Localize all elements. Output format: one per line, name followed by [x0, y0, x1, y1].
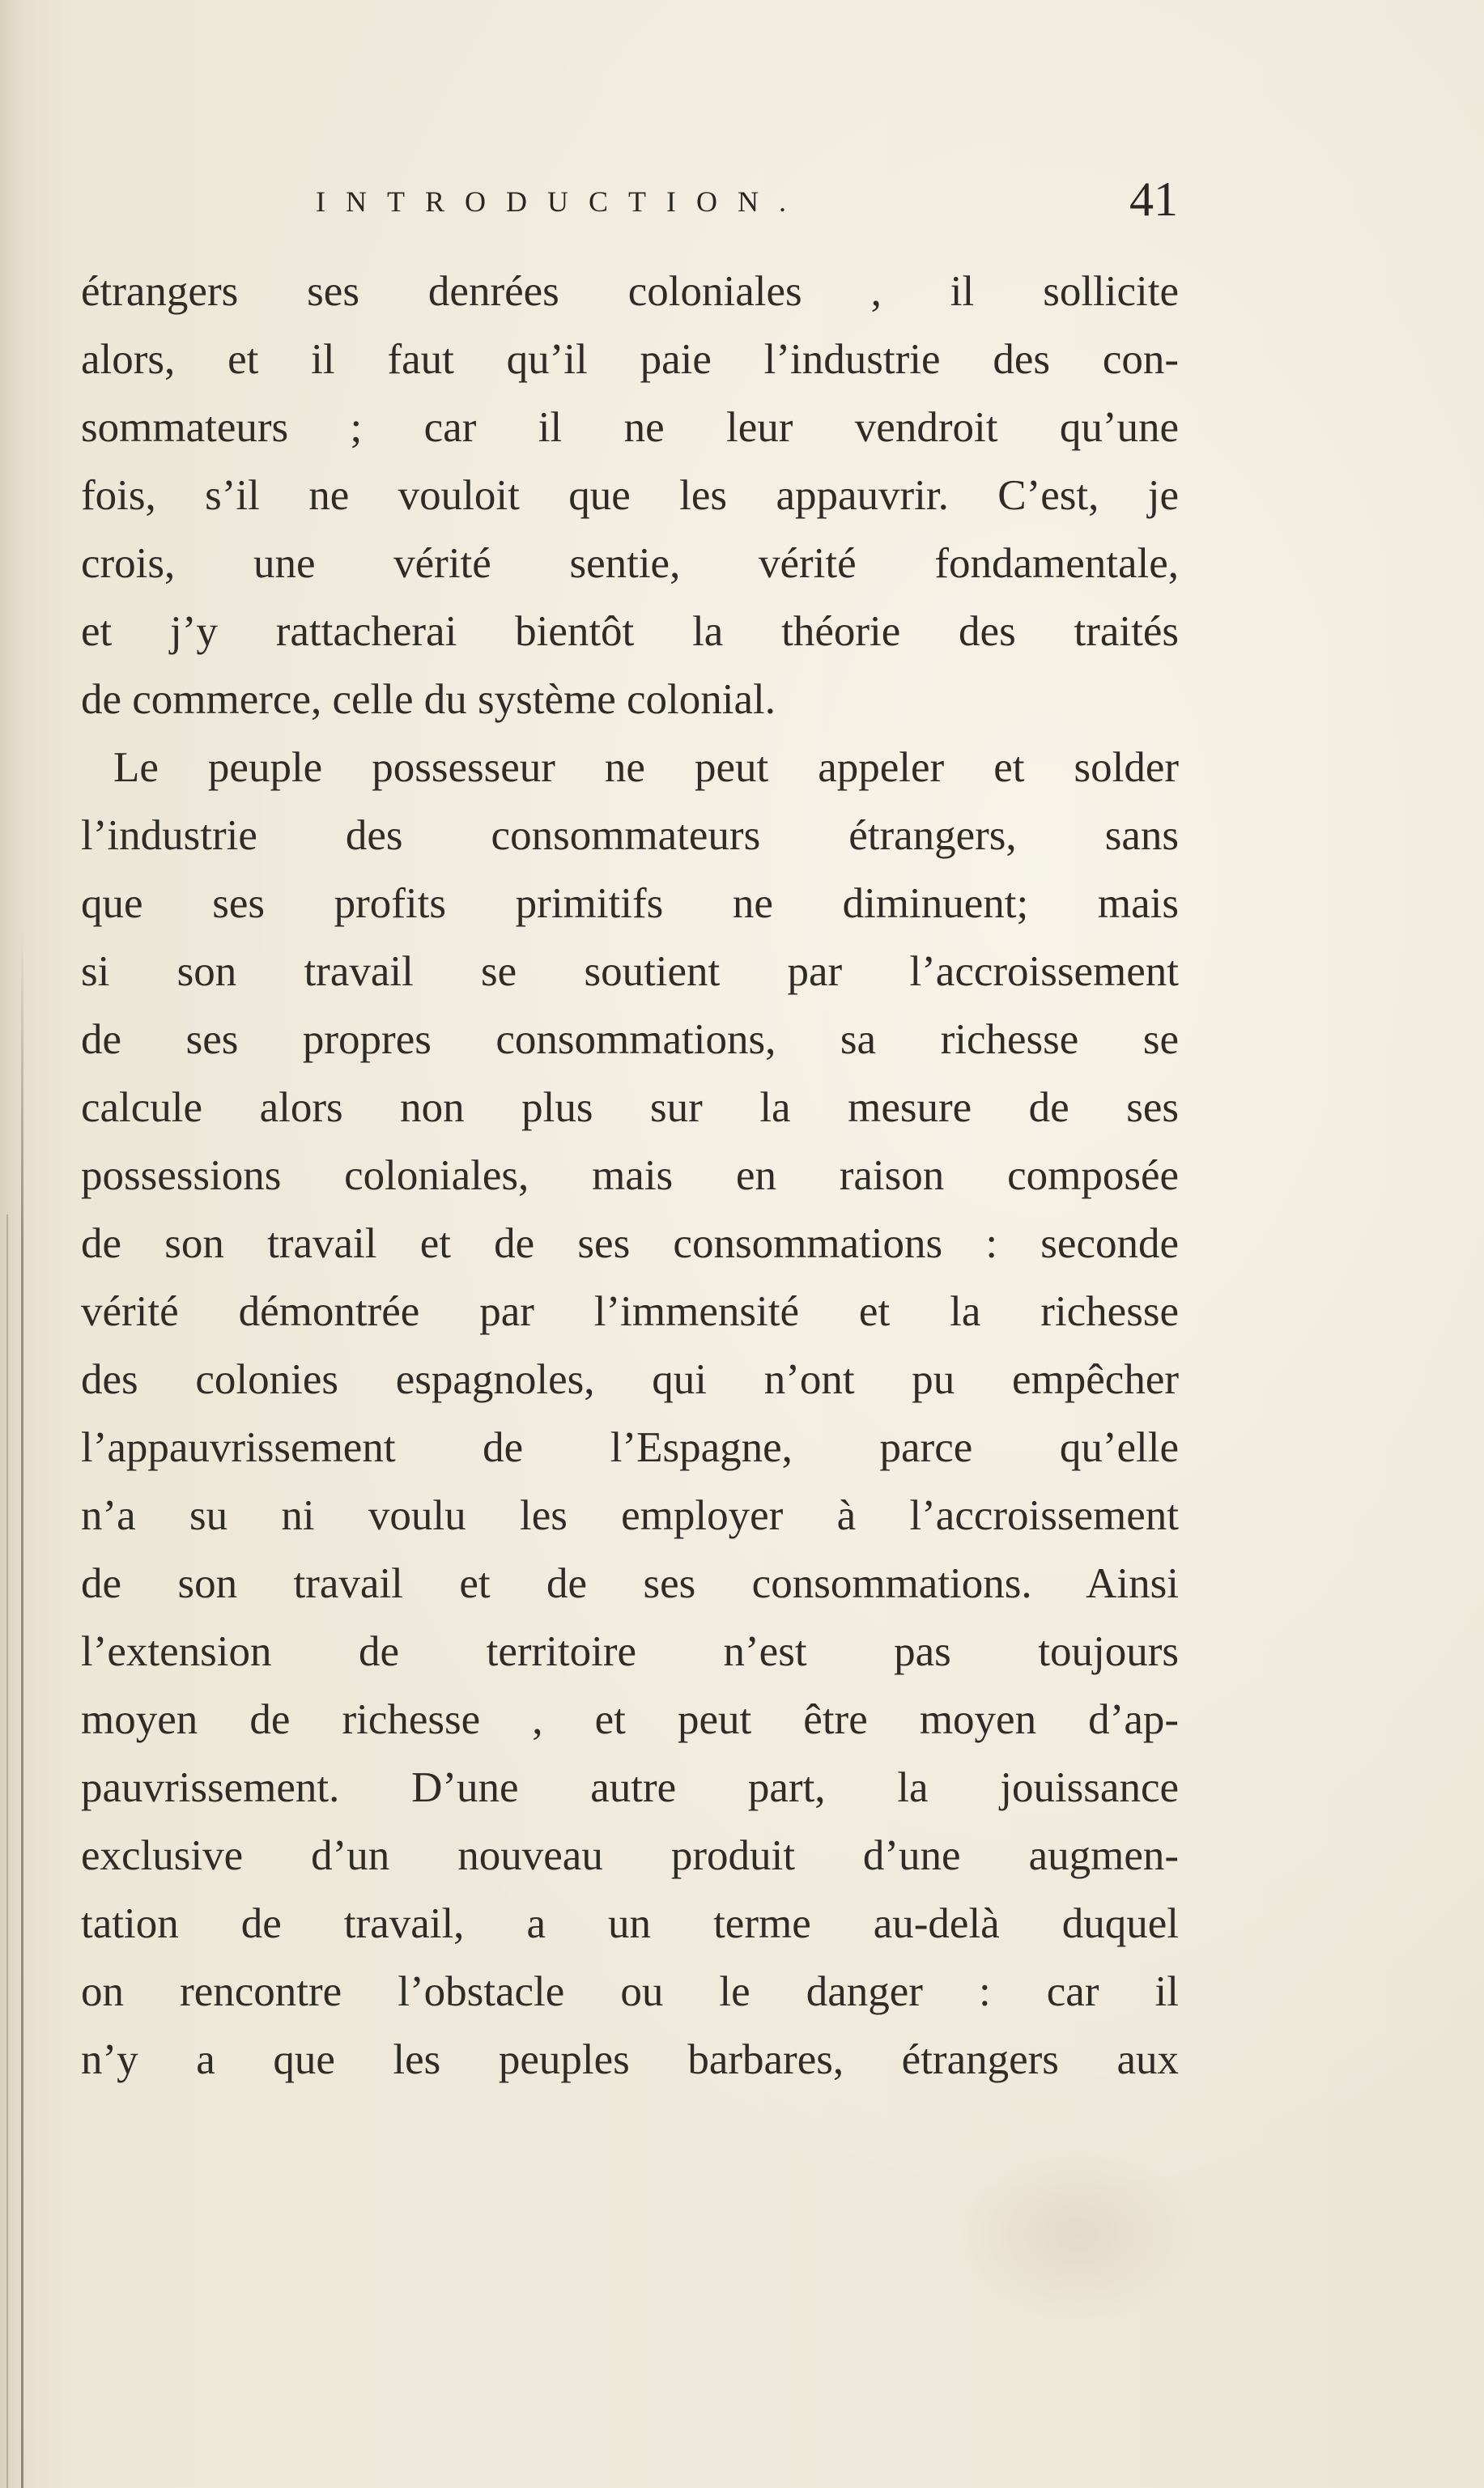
text-line: de son travail et de ses consommations. Ainsi: [81, 1560, 1179, 1607]
paragraph-2: [81, 734, 1179, 2094]
page-gutter-shadow: [6, 1214, 8, 2488]
text-line: calcule alors non plus sur la mesure de ses: [81, 1084, 1179, 1131]
text-line: de ses propres consommations, sa richesse se: [81, 1016, 1179, 1063]
body-text: [81, 257, 1179, 2094]
text-line: étrangers ses denrées coloniales , il sollicite: [81, 268, 1179, 315]
text-line: tation de travail, a un terme au-delà duquel: [81, 1900, 1179, 1947]
text-line: de commerce, celle du système colonial.: [81, 676, 776, 723]
text-line: moyen de richesse , et peut être moyen d’ap-: [81, 1696, 1179, 1743]
page-number: 41: [1129, 172, 1178, 226]
text-line: si son travail se soutient par l’accroissement: [81, 948, 1179, 995]
text-line: l’industrie des consommateurs étrangers, sans: [81, 812, 1179, 859]
text-line: crois, une vérité sentie, vérité fondamentale,: [81, 540, 1179, 587]
text-line: de son travail et de ses consommations : seconde: [81, 1220, 1179, 1267]
text-line: l’extension de territoire n’est pas toujours: [81, 1628, 1179, 1675]
text-line: n’a su ni voulu les employer à l’accroissement: [81, 1492, 1179, 1539]
text-line: des colonies espagnoles, qui n’ont pu empêcher: [81, 1356, 1179, 1403]
text-line: alors, et il faut qu’il paie l’industrie des con-: [81, 336, 1179, 383]
text-line: fois, s’il ne vouloit que les appauvrir. C’est, je: [81, 472, 1179, 519]
running-head: INTRODUCTION.: [316, 185, 806, 218]
text-line: vérité démontrée par l’immensité et la richesse: [81, 1288, 1179, 1335]
paper-stain: [955, 2146, 1198, 2324]
text-line: on rencontre l’obstacle ou le danger : car il: [81, 1968, 1179, 2015]
text-line: et j’y rattacherai bientôt la théorie des traités: [81, 608, 1179, 655]
paragraph-1: [81, 257, 1179, 734]
text-line: n’y a que les peuples barbares, étrangers aux: [81, 2036, 1179, 2083]
text-line: pauvrissement. D’une autre part, la jouissance: [81, 1764, 1179, 1811]
page-gutter-edge: [21, 931, 23, 2488]
text-line: possessions coloniales, mais en raison composée: [81, 1152, 1179, 1199]
text-line: que ses profits primitifs ne diminuent; mais: [81, 880, 1179, 927]
text-line: l’appauvrissement de l’Espagne, parce qu’elle: [81, 1424, 1179, 1471]
text-line: exclusive d’un nouveau produit d’une augmen-: [81, 1832, 1179, 1879]
text-line: sommateurs ; car il ne leur vendroit qu’une: [81, 404, 1179, 451]
text-line: Le peuple possesseur ne peut appeler et solder: [113, 744, 1179, 791]
